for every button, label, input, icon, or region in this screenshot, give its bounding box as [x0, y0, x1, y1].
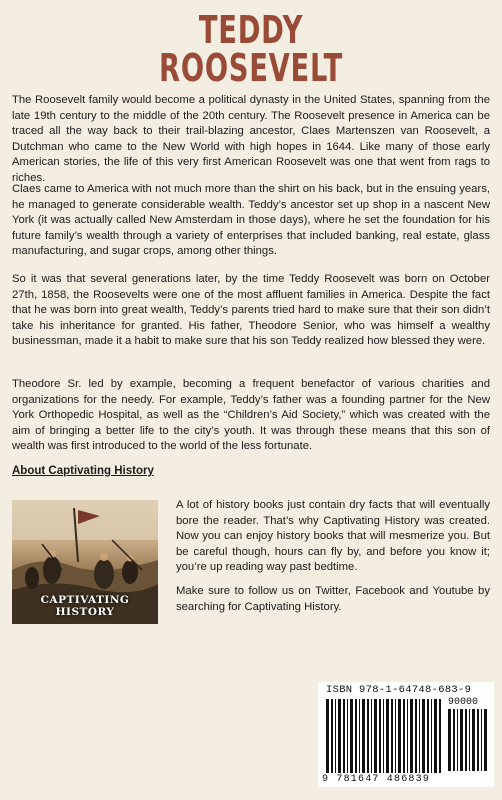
barcode-bar	[415, 699, 417, 773]
barcode-bar	[410, 699, 413, 773]
barcode-bar	[448, 709, 451, 771]
barcode-bar	[407, 699, 408, 773]
isbn-number: ISBN 978-1-64748-683-9	[326, 684, 472, 696]
barcode-bar	[350, 699, 353, 773]
publisher-painting-image	[12, 500, 158, 624]
barcode-bar	[367, 699, 369, 773]
barcode-bar	[465, 709, 467, 771]
ean-barcode-bars	[324, 699, 442, 773]
paragraph-4: Theodore Sr. led by example, becoming a frequent benefactor of various charities and organizations for the needy. For example, Teddy’s father was a founding partner for the New York Orthopedic Hospital, as well as the “Children’s Aid Society,” which was created with the aim of bringing a better life to the city’s youth. It was through these means that this son of wealth was first introduced to the world of the less fortunate.	[12, 378, 490, 453]
addon-barcode-bars	[446, 709, 490, 771]
paragraph-2: Claes came to America with not much more than the shirt on his back, but in the ensuing years, he managed to generate considerable wealth. Teddy’s ancestor set up shop in a nascent New York (it was actually called New Amsterdam in those days), where he set the foundation for his future family’s wealth through a variety of enterprises that included banking, real estate, glass manufacturing, and sugar crops, among other things.	[12, 183, 490, 258]
barcode-bar	[453, 709, 455, 771]
barcode-bar	[457, 709, 458, 771]
barcode-bar	[379, 699, 381, 773]
barcode-bar	[386, 699, 389, 773]
price-code: 90000	[448, 697, 479, 708]
barcode-bar	[335, 699, 336, 773]
about-heading: About Captivating History	[12, 465, 154, 477]
barcode-bar	[434, 699, 437, 773]
book-title-line1: TEDDY	[198, 8, 304, 52]
barcode-bar	[371, 699, 372, 773]
barcode-bar	[469, 709, 470, 771]
about-text-1: A lot of history books just contain dry facts that will eventually bore the reader. That’s why Captivating History was created. Now you can enjoy history books that will mesmerize you. But be careful though, hours can fly by, and before you know it; you’re up reading way past bedtime.	[176, 499, 490, 574]
paragraph-1: The Roosevelt family would become a political dynasty in the United States, spanning from the late 19th century to the middle of the 20th century. The Roosevelt presence in America can be traced all the way back to their trail-blazing ancestor, Claes Martenszen van Roosevelt, a Dutchman who came to the New World with high hopes in 1644. Like many of those early American stories, the life of this very first American Roosevelt was one that went from rags to riches.	[12, 94, 490, 184]
barcode-bar	[427, 699, 429, 773]
barcode-bar	[347, 699, 348, 773]
barcode-bar	[374, 699, 377, 773]
barcode-bar	[331, 699, 333, 773]
barcode-bar	[359, 699, 360, 773]
barcode-bar	[477, 709, 479, 771]
barcode-bar	[326, 699, 329, 773]
about-text-2: Make sure to follow us on Twitter, Facebook and Youtube by searching for Captivating History.	[176, 585, 490, 613]
barcode-bar	[484, 709, 487, 771]
barcode-bar	[481, 709, 482, 771]
barcode-bar	[460, 709, 463, 771]
barcode-bar	[362, 699, 365, 773]
barcode-bar	[395, 699, 396, 773]
barcode-bar	[431, 699, 432, 773]
barcode-bar	[338, 699, 341, 773]
barcode-bar	[419, 699, 420, 773]
book-title-line2: ROOSEVELT	[159, 46, 343, 90]
isbn-barcode	[318, 682, 494, 787]
barcode-bar	[391, 699, 393, 773]
barcode-bar	[422, 699, 425, 773]
barcode-bar	[403, 699, 405, 773]
paragraph-3: So it was that several generations later, by the time Teddy Roosevelt was born on October 27th, 1858, the Roosevelts were one of the most affluent families in America. Despite the fact that he was born into great wealth, Teddy’s parents tried hard to make sure that their son didn’t take his inheritance for granted. His father, Theodore Senior, who was himself a wealthy businessman, made it a habit to make sure that his son Teddy realized how blessed they were.	[12, 273, 490, 348]
barcode-bar	[439, 699, 441, 773]
barcode-bar	[355, 699, 357, 773]
captivating-history-logo: CAPTIVATING HISTORY	[40, 594, 130, 618]
barcode-bar	[383, 699, 384, 773]
barcode-bar	[398, 699, 401, 773]
barcode-bar	[343, 699, 345, 773]
barcode-bar	[472, 709, 475, 771]
ean-number: 9 781647 486839	[322, 774, 431, 785]
